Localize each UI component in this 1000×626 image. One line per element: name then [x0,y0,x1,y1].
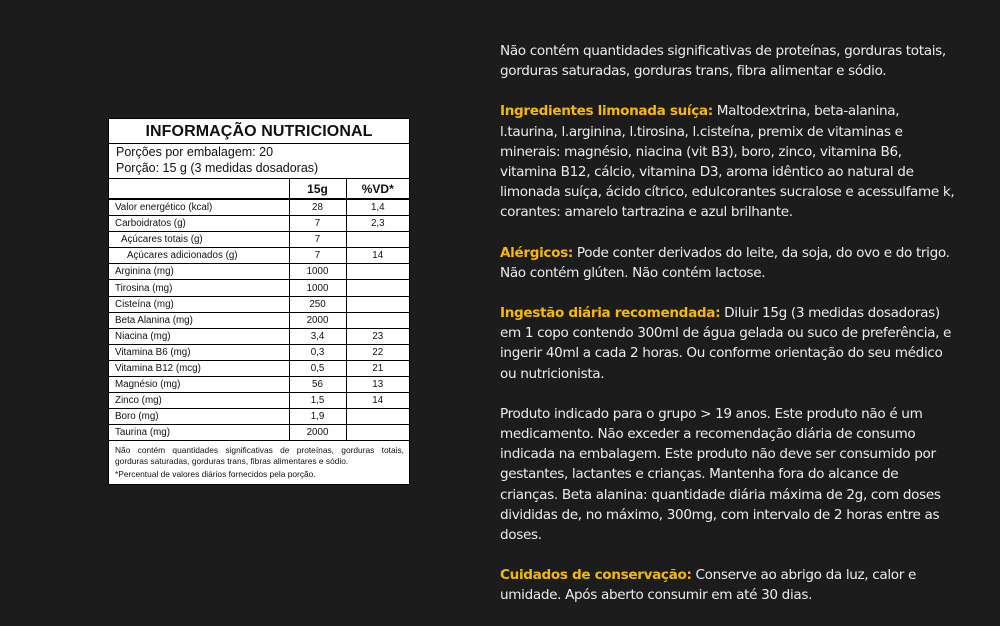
allergens-paragraph [500,243,960,283]
nutrient-amount: 250 [289,296,346,312]
nutrient-dv [346,232,409,248]
nutrition-row [109,232,409,248]
footnote-significance: Não contém quantidades significativas de proteínas, gorduras totais, gorduras saturadas, gorduras trans, fibras alimentares e sódio. [115,445,404,466]
storage-paragraph [500,565,960,605]
nutrient-label: Açúcares adicionados (g) [109,248,289,264]
nutrient-amount: 2000 [289,425,346,441]
ingredients-label: Ingredientes limonada suíça: [500,103,713,120]
header-dv: %VD* [346,179,409,199]
intake-paragraph [500,303,960,384]
nutrient-amount: 1000 [289,280,346,296]
ingredients-text: Maltodextrina, beta-alanina, l.taurina, l.arginina, l.tirosina, l.cisteína, premix de vitaminas e minerais: magnésio, niacina (vit B3), boro, zinco, vitamina B6, vitamina B12, cálcio, vitamina D3, aroma idêntico ao natural de limonada suíça, ácido cítrico, edulcorantes sucralose e acessulfame k, corantes: amarelo tartrazina e azul brilhante. [500,103,955,221]
nutrient-dv [346,264,409,280]
intro-text: Não contém quantidades significativas de proteínas, gorduras totais, gorduras saturadas, gorduras trans, fibra alimentar e sódio. [500,43,946,80]
nutrition-title: INFORMAÇÃO NUTRICIONAL [109,119,409,144]
nutrient-dv: 21 [346,360,409,376]
nutrient-dv [346,409,409,425]
nutrition-row [109,328,409,344]
nutrient-amount: 28 [289,199,346,216]
nutrition-row [109,264,409,280]
nutrient-amount: 3,4 [289,328,346,344]
nutrient-label: Boro (mg) [109,409,289,425]
nutrient-label: Açúcares totais (g) [109,232,289,248]
nutrient-amount: 7 [289,216,346,232]
nutrient-amount: 0,5 [289,360,346,376]
nutrient-dv [346,312,409,328]
nutrient-label: Valor energético (kcal) [109,199,289,216]
nutrient-label: Carboidratos (g) [109,216,289,232]
nutrient-amount: 1000 [289,264,346,280]
nutrient-amount: 7 [289,248,346,264]
nutrient-label: Niacina (mg) [109,328,289,344]
nutrient-amount: 56 [289,377,346,393]
product-info [500,41,960,626]
nutrient-amount: 1,5 [289,393,346,409]
nutrition-row [109,409,409,425]
nutrient-label: Tirosina (mg) [109,280,289,296]
header-amount: 15g [289,179,346,199]
nutrient-dv [346,425,409,441]
nutrient-amount: 1,9 [289,409,346,425]
portions-per-package: Porções por embalagem: 20 [116,145,274,159]
nutrition-row [109,312,409,328]
nutrient-label: Vitamina B12 (mcg) [109,360,289,376]
nutrient-amount: 0,3 [289,344,346,360]
nutrient-dv [346,280,409,296]
nutrient-label: Cisteína (mg) [109,296,289,312]
nutrient-label: Magnésio (mg) [109,377,289,393]
nutrient-dv: 13 [346,377,409,393]
intake-text: Diluir 15g (3 medidas dosadoras) em 1 copo contendo 300ml de água gelada ou suco de preferência, e ingerir 40ml a cada 2 horas. Ou conforme orientação do seu médico ou nutricionista. [500,305,952,382]
footnote-daily-value: *Percentual de valores diários fornecidos pela porção. [115,469,316,480]
allergens-label: Alérgicos: [500,244,573,261]
nutrition-row [109,248,409,264]
nutrition-row [109,344,409,360]
nutrient-label: Vitamina B6 (mg) [109,344,289,360]
nutrition-grid [109,179,409,441]
storage-label: Cuidados de conservação: [500,567,692,584]
nutrition-row [109,199,409,216]
nutrient-amount: 2000 [289,312,346,328]
nutrition-row [109,296,409,312]
nutrient-dv: 1,4 [346,199,409,216]
intro-paragraph [500,41,960,81]
nutrition-facts-table [108,118,410,485]
nutrition-row [109,216,409,232]
nutrition-row [109,280,409,296]
nutrition-row [109,377,409,393]
nutrition-header-row [109,179,409,199]
nutrition-row [109,360,409,376]
nutrition-row [109,393,409,409]
nutrient-dv: 2,3 [346,216,409,232]
nutrient-label: Zinco (mg) [109,393,289,409]
nutrient-dv: 14 [346,248,409,264]
nutrient-amount: 7 [289,232,346,248]
nutrient-dv: 14 [346,393,409,409]
nutrient-label: Taurina (mg) [109,425,289,441]
nutrition-footnotes [109,441,409,484]
warning-paragraph [500,404,960,545]
nutrient-dv: 23 [346,328,409,344]
nutrition-row [109,425,409,441]
intake-label: Ingestão diária recomendada: [500,305,721,322]
storage-text: Conserve ao abrigo da luz, calor e umidade. Após aberto consumir em até 30 dias. [500,567,916,604]
allergens-text: Pode conter derivados do leite, da soja, do ovo e do trigo. Não contém glúten. Não contém lactose. [500,244,950,281]
ingredients-paragraph [500,101,960,222]
header-label [109,179,289,199]
nutrient-label: Beta Alanina (mg) [109,312,289,328]
nutrient-label: Arginina (mg) [109,264,289,280]
portion-size: Porção: 15 g (3 medidas dosadoras) [109,160,409,179]
nutrient-dv [346,296,409,312]
warning-text: Produto indicado para o grupo > 19 anos. Este produto não é um medicamento. Não exceder a recomendação diária de consumo indicada na embalagem. Este produto não deve ser consumido por gestantes, lactantes e crianças. Mantenha fora do alcance de crianças. Beta alanina: quantidade diária máxima de 2g, com doses divididas de, no máximo, 300mg, com intervalo de 2 horas entre as doses. [500,405,941,544]
nutrient-dv: 22 [346,344,409,360]
